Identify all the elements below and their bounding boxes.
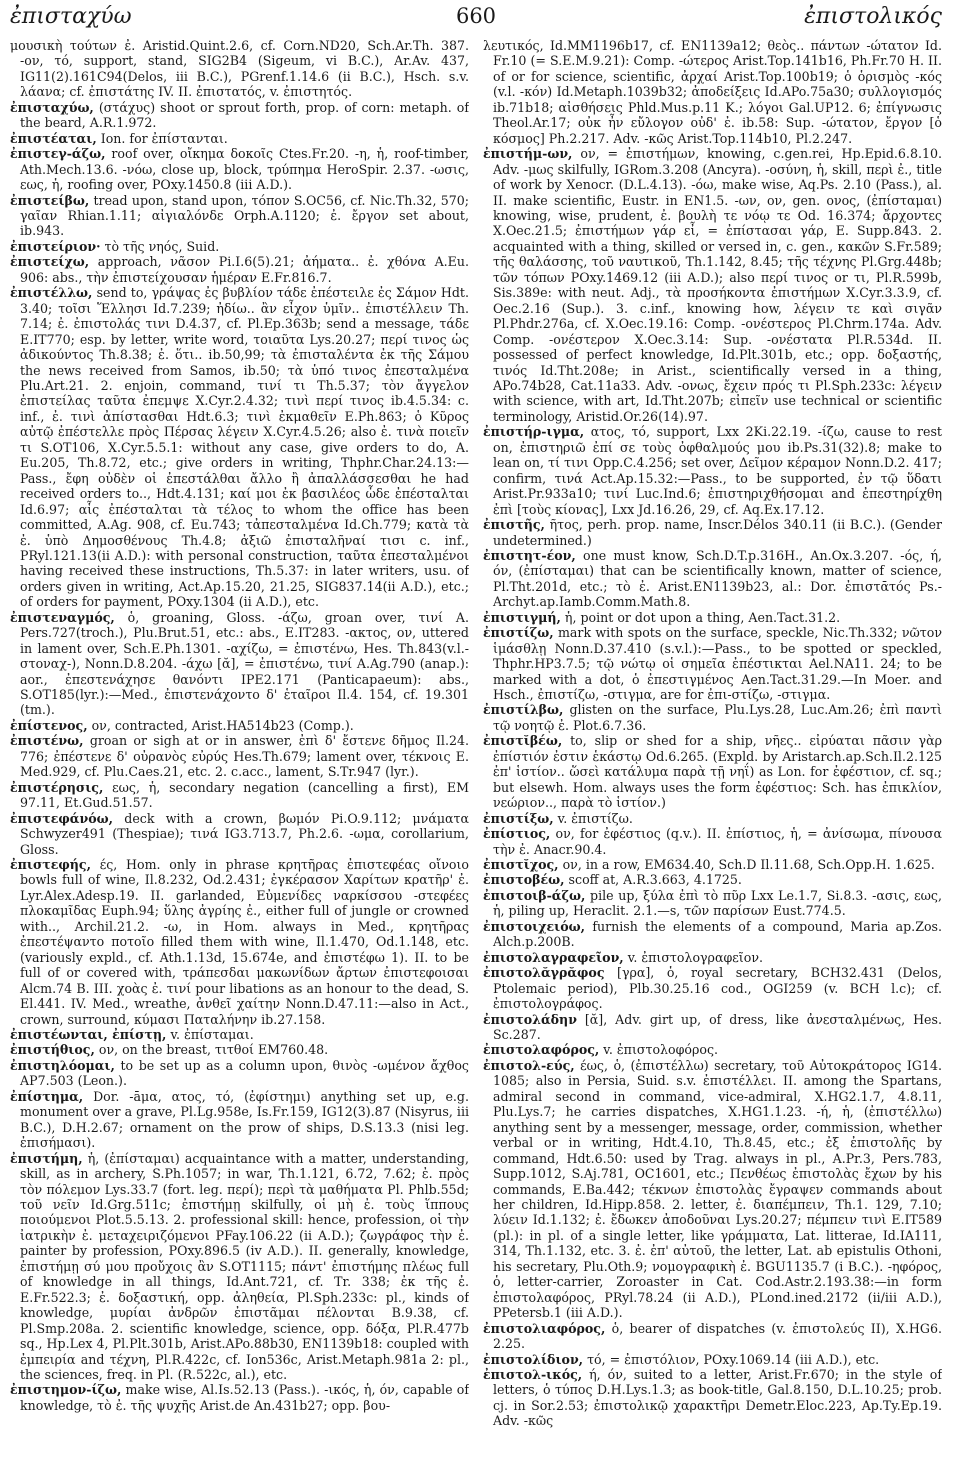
entry-text: to be set up as a column upon, θινὸς -ωμένον ἄχθος AP7.503 (Leon.).: [20, 1057, 469, 1089]
entry-text: Dor. -āμα, ατος, τό, (ἐφίστημι) anything set up, e.g. monument over a grave, Pl.Lg.958e, Is.Fr.159, IG12(3).87 (Nisyrus, iii B.C.), D.H.2.67; ornament on the prow of ships, D.S.13.3 (nisi leg. ἐπισήμασι).: [20, 1088, 469, 1151]
entry-text: ον, in a row, EM634.40, Sch.D Il.11.68, Sch.Opp.H. 1.625.: [562, 857, 935, 873]
dictionary-entry: [483, 1367, 942, 1429]
entry-headword: ἐπιστήρ-ιγμα,: [483, 424, 585, 440]
entry-headword: ἐπιστηλόομαι,: [10, 1057, 115, 1073]
dictionary-entry: [483, 1012, 942, 1043]
entry-headword: ἐπιστολ-ικός,: [483, 1366, 583, 1382]
entry-headword: ἐπιστοιβ-άζω,: [483, 887, 586, 903]
entry-text: v. ἐπίσταμαι.: [170, 1027, 254, 1042]
dictionary-entry: [10, 131, 469, 146]
entry-text: ῆτος, perh. prop. name, Inscr.Délos 340.11 (ii B.C.). (Gender undetermined.): [493, 517, 942, 548]
entry-text: ές, Hom. only in phrase κρητῆρας ἐπιστεφέας οἴνοιο bowls full of wine, Il.8.232, Od.2.431; ἐγκέρασον Χαρίτων κρατῆρ' ἐ. Lyr.Alex.Adesp.19. II. garlanded, Εὐμενίδες ναρκίσσου -στεφέες πλοκαμῖδας Euph.94; ὕλης ἀγρίης ἐ., either full of jungle or crowned with.., Archil.21.2. -ω, in Hom. always in Med., κρητῆρας ἐπεστέψαντο ποτοῖο filled them with wine, Il.1.470, Od.1.148, etc. (variously expld., cf. Ath.1.13d, 15.674e, and ἐπιστέφω 1). II. to be full of or covered with, τράπεσδαι μακωνίδων ἄρτων ἐπιστεφοισαι Alcm.74 B. III. χοὰς ἐ. τινί pour libations as an honour to the dead, S. El.441. IV. Med., wreathe, ἀνθεῖ χαίτην Nonn.D.47.11:—also in Act., crown, surround, κύμασι Παταλήνην ib.27.158.: [20, 857, 469, 1027]
dictionary-entry: [10, 780, 469, 811]
dictionary-entry: [10, 1382, 469, 1413]
entry-text: ον, for ἐφέστιος (q.v.). II. ἐπίστιος, ἡ, = ἀνίσωμα, πίνουσα τὴν ἐ. Anacr.90.4.: [493, 826, 942, 857]
entry-text: furnish the elements of a compound, Maria ap.Zos. Alch.p.200B.: [493, 918, 942, 950]
entry-headword: ἐπιστήμη,: [10, 1150, 83, 1166]
dictionary-entry: [483, 1321, 942, 1352]
dictionary-entry: [483, 38, 942, 146]
entry-headword: ἐπιστίξω,: [483, 810, 554, 826]
entry-headword: ἐπιστίλβω,: [483, 702, 564, 718]
entry-headword: ἐπιστολίδιον,: [483, 1351, 584, 1367]
entry-text: scoff at, A.R.3.663, 4.1725.: [568, 872, 742, 888]
entry-headword: ἐπιστῆς,: [483, 517, 545, 533]
entry-headword: ἐπιστεγ-άζω,: [10, 146, 106, 162]
entry-headword: ἐπιστείβω,: [10, 192, 90, 208]
dictionary-entry: [483, 826, 942, 857]
entry-text: v. ἐπιστίζω.: [557, 810, 633, 826]
entry-headword: ἐπιστητ-έον,: [483, 547, 576, 563]
dictionary-entry: [10, 610, 469, 718]
entry-headword: ἐπισταχύω,: [10, 99, 94, 115]
dictionary-entry: [483, 857, 942, 872]
entry-headword: ἐπιστέωνται, ἐπίστῃ,: [10, 1027, 167, 1042]
entry-headword: ἐπίστιος,: [483, 826, 551, 842]
entry-headword: ἐπιστήμ-ων,: [483, 146, 573, 162]
entry-text: mark with spots on the surface, speckle, Nic.Th.332; νῶτον ἱμάσθλῃ Nonn.D.37.410 (s.v.l.):—Pass., to be spotted or speckled, Thphr.HP3.7.5; τῷ νώτῳ οἱ σημεῖα ἐπέστικται Ael.NA11. 24; to be marked with a dot, ὁ ἐπεστιγμένος Aen.Tact.31.29.—In Moer. and Hsch., ἐπιστίζω, -στιγμα, are for ἐπι-στίζω, -στιγμα.: [493, 625, 942, 703]
entry-headword: ἐπιστέλλω,: [10, 285, 93, 301]
dictionary-entry: [10, 1058, 469, 1089]
dictionary-entry: [10, 1027, 469, 1042]
entry-headword: ἐπιστολιαφόρος,: [483, 1320, 606, 1336]
entry-text: [γρα], ὁ, royal secretary, BCH32.431 (Delos, Ptolemaic period), Plb.30.25.16 cod., OGI259 (v. BCH l.c); cf. ἐπιστολογράφος.: [493, 965, 942, 1012]
entry-text: send to, γράψας ἐς βυβλίον τάδε ἐπέστειλε ἐς Σάμον Hdt. 3.40; τοῖσι Ἕλλησι Id.7.239; ἠδίω.. ἂν εἶχον ὑμῖν.. ἐπιστέλλειν Th. 7.14; ἐ. ἐπιστολάς τινι D.4.37, cf. Pl.Ep.363b; send a message, τάδε E.IT770; esp. by letter, write word, τοιαῦτα Lys.20.27; περί τινος ὡς ἀδικούντος Th.8.38; ἐ. ὅτι.. ib.50,99; τὰ ἐπισταλέντα ἐκ τῆς Σάμου the news received from Samos, ib.50; τὰ ὑπό τινος ἐπεσταλμένα Plu.Art.21. 2. enjoin, command, τινί τι Th.5.37; τὸν ἄγγελον ἐπιστείλας ταῦτα ἐπεμψε X.Cyr.2.4.32; τινὶ περί τινος ib.4.5.34: c. inf., ἐ. τινὶ ἀπίστασθαι Hdt.6.3; τινὶ ἐκμαθεῖν E.Ph.863; ὁ Κῦρος αὐτῷ ἐπέστελλε πρὸς Πέρσας λέγειν X.Cyr.4.5.26; also ἐ. τινὰ ποιεῖν τι S.OT106, X.Cyr.5.5.1: without any case, give orders to do, A. Eu.205, Th.8.72, etc.; give orders in writing, Thphr.Char.24.13:— Pass., ἔφη οὐδὲν οἱ ἐπεστάλθαι ἄλλο ἢ ἀπαλλάσσεσθαι he had received orders to.., Hdt.4.131; καί μοι ἐκ βασιλέος ὧδε ἐπέσταλται Id.6.97; αἷς ἐπέσταλται τὰ τέλος to whom the office has been committed, A.Ag. 908, cf. Eu.743; τἀπεσταλμένα Id.Ch.779; κατὰ τὰ ἐ. ὑπὸ Δημοσθένους Th.4.8; ἀξιῶ ἐπισταλῆναί τισι c. inf., PRyl.121.13(ii A.D.): with personal construction, ταῦτα ἐπεσταλμένοι having received these instructions, Th.5.37: in later writers, usu. of orders given in writing, Act.Ap.15.20, 21.25, SIG837.14(ii A.D.), etc.; of orders for payment, POxy.1304 (ii A.D.), etc.: [20, 285, 469, 610]
entry-headword: ἐπιστεφάνόω,: [10, 810, 113, 826]
dictionary-entry: [483, 702, 942, 733]
entry-headword: ἐπιστίζω,: [483, 625, 554, 641]
entry-headword: ἐπιστέρησις,: [10, 779, 104, 795]
dictionary-entry: [483, 1352, 942, 1367]
dictionary-entry: [10, 38, 469, 100]
dictionary-entry: [10, 1151, 469, 1383]
entry-text: ἡ, point or dot upon a thing, Aen.Tact.31.2.: [564, 609, 841, 625]
dictionary-entry: [483, 146, 942, 424]
dictionary-entry: [10, 146, 469, 192]
entry-text: deck with a crown, βωμόν Pi.O.9.112; μνάματα Schwyzer491 (Thespiae); τινά IG3.713.7, Ph.2.6. -ωμα, corollarium, Gloss.: [20, 810, 469, 857]
entry-headword: ἐπίστενος,: [10, 717, 88, 733]
dictionary-entry: [10, 254, 469, 285]
dictionary-entry: [483, 888, 942, 919]
dictionary-entry: [483, 1058, 942, 1321]
text-columns: [10, 38, 942, 1461]
dictionary-entry: [483, 950, 942, 965]
entry-headword: ἐπιστημον-ίζω,: [10, 1382, 122, 1398]
dictionary-entry: [483, 424, 942, 517]
entry-text: v. ἐπιστολογραφεῖον.: [627, 949, 763, 965]
dictionary-entry: [10, 1089, 469, 1151]
dictionary-entry: [10, 718, 469, 733]
entry-headword: ἐπίστημα,: [10, 1088, 84, 1104]
entry-text: make wise, Al.Is.52.13 (Pass.). -ικός, ἡ, όν, capable of knowledge, τὸ ἐ. τῆς ψυχῆς Arist.de An.431b27; opp. βου-: [20, 1382, 469, 1413]
dictionary-entry: [483, 919, 942, 950]
entry-text: έως, ὁ, (ἐπιστέλλω) secretary, τοῦ Αὐτοκράτορος IG14. 1085; also in Persia, Suid. s.v. ἐπιστέλλει. II. among the Spartans, admiral second in command, vice-admiral, X.HG2.1.7, 4.8.11, Plu.Lys.7; he carries dispatches, X.HG1.1.23. -ή, ἡ, (ἐπιστέλλω) anything sent by a messenger, message, order, commission, whether verbal or in writing, Hdt.4.10, Th.8.45, etc.; ἐξ ἐπιστολῆς by command, Hdt.6.50: used by Trag. always in pl., A.Pr.3, Pers.783, Supp.1012, S.Aj.781, OC1601, etc.; Πενθέως ἐπιστολὰς ἔχων by his commands, E.Ba.442; τέκνων ἐπιστολὰς ἔγραψεν commands about her children, Id.Hipp.858. 2. letter, ἐ. διαπέμπειν, Th.1. 129, 7.10; λύειν Id.1.132; ἐ. ἔδωκεν ἀποδοῦναι Lys.20.27; πέμπειν τινὶ E.IT589 (pl.): in pl. of a single letter, like γράμματα, Lat. litterae, Id.IA111, 314, Th.1.132, etc. 3. ἐ. ἐπ' αὐτοῦ, the letter, Lat. ab epistulis Othoni, his secretary, Plu.Oth.9; νομογραφικὴ ἐ. BGU1135.7 (i B.C.). -ηφόρος, ὁ, letter-carrier, Zoroaster in Cat. Cod.Astr.2.193.38:—in form ἐπιστολαφόρος, PRyl.78.24 (ii A.D.), PLond.ined.2172 (ii/iii A.D.), PPetersb.1 (iii A.D.).: [493, 1057, 942, 1321]
entry-headword: ἐπιστείχω,: [10, 254, 90, 270]
dictionary-entry: [10, 100, 469, 131]
dictionary-entry: [10, 733, 469, 779]
entry-headword: ἐπιστολάδην: [483, 1011, 577, 1027]
entry-text: tread upon, stand upon, τόπον S.OC56, cf. Nic.Th.32, 570; γαῖαν Rhian.1.11; αἰγιαλόνδε Orph.A.1120; ἐ. ἔργον set about, ib.943.: [20, 192, 469, 239]
entry-headword: ἐπιστοβέω,: [483, 872, 565, 888]
entry-text: glisten on the surface, Plu.Lys.28, Luc.Am.26; ἐπὶ παντὶ τῷ νοητῷ ἐ. Plot.6.7.36.: [493, 702, 942, 733]
entry-text: ὁ, groaning, Gloss. -άζω, groan over, τινί A. Pers.727(troch.), Plu.Brut.51, etc.: abs., E.IT283. -ακτος, ον, uttered in lament over, Sch.E.Ph.1301. -αχίζω, = ἐπιστένω, Hes. Th.843(v.l.-στοναχ-), Nonn.D.8.204. -άχω [ᾰ], = ἐπιστένω, τινί A.Ag.790 (anap.): aor., ἐπεστενάχησε θανόντι IPE2.171 (Panticapaeum): abs., S.OT185(lyr.):—Med., ἐπιστενάχοντο δ' ἑταῖροι Il.4. 154, cf. 19.301 (tm.).: [20, 609, 469, 718]
left-guide-word: ἐπισταχύω: [10, 4, 132, 29]
entry-text: εως, ἡ, secondary negation (cancelling a first), EM 97.11, Et.Gud.51.57.: [20, 779, 469, 811]
dictionary-entry: [10, 811, 469, 857]
entry-text: groan or sigh at or in answer, ἐπὶ δ' ἔστενε δῆμος Il.24. 776; ἐπέστενε δ' οὐρανὸς εὐρύς Hes.Th.679; lament over, τέκνοις E. Med.929, cf. Plu.Caes.21, etc. 2. c.acc., lament, S.Tr.947 (lyr.).: [20, 733, 469, 780]
entry-text: ή, όν, suited to a letter, Arist.Fr.670; in the style of letters, ὁ τύπος D.H.Lys.1.3; as book-title, Gal.8.150, D.L.10.25; prob. cj. in Sor.2.53; ἐπιστολικῷ χαρακτῆρι Demetr.Eloc.223, Ap.Ty.Ep.19. Adv. -κῶς: [493, 1366, 942, 1429]
entry-text: μουσικὴ τούτων ἐ. Aristid.Quint.2.6, cf. Corn.ND20, Sch.Ar.Th. 387. -ον, τό, support, stand, SIG2B4 (Sigeum, vi B.C.), Ar.Av. 437, IG11(2).161C94(Delos, iii B.C.), PGrenf.1.14.6 (ii B.C.), Hsch. s.v. λάανα; cf. ἐπιστάτης IV. II. ἐπιστατός, v. ἐπιστητός.: [10, 38, 469, 100]
entry-text: ον, on the breast, τιτθοί EM760.48.: [98, 1042, 329, 1058]
entry-text: λευτικός, Id.MM1196b17, cf. EN1139a12; θεὸς.. πάντων -ώτατον Id. Fr.10 (= S.E.M.9.21): Comp. -ώτερος Arist.Top.141b16, Ph.Fr.70 H. II. of or for science, scientific, ἀρχαί Arist.Top.100b19; ὁ ὁρισμὸς -κός (v.l. -κόν) Id.Metaph.1039b32; ἀποδείξεις Id.APo.75a30; συλλογισμός ib.71b18; αἰσθήσεις Phld.Mus.p.11 K.; λόγοι Gal.UP12. 6; ἐπίγνωσις Theol.Ar.17; οὐκ ἦν εὔλογον οὐδ' ἐ. ib.58: Sup. -ώτατον, ἔργον [ὁ κόσμος] Ph.2.217. Adv. -κῶς Arist.Top.114b10, Pl.2.247.: [483, 38, 942, 146]
entry-text: ατος, τό, support, Lxx 2Ki.22.19. -ίζω, cause to rest on, ἐπιστηριῶ ἐπί σε τοὺς ὀφθαλμούς μου ib.Ps.31(32).8; make to lean on, τί τινι Opp.C.4.256; set over, Δεῖμον κέραμον Nonn.D.2. 417; confirm, τινά Act.Ap.15.32:—Pass., to be supported, ἐν τῷ ὕδατι Arist.Pr.933a10; τινί Luc.Ind.6; ἐπιστηριχθήσομαι and ἐπεστηρίχθη ἐπὶ [τοὺς κίονας], Lxx Jd.16.26, 29, cf. Aq.Ex.17.12.: [493, 424, 942, 517]
dictionary-entry: [10, 193, 469, 239]
entry-headword: ἐπιστέαται,: [10, 130, 97, 146]
dictionary-entry: [483, 517, 942, 548]
entry-text: [ᾰ], Adv. girt up, of dress, like ἀνεσταλμένως, Hes. Sc.287.: [493, 1011, 942, 1042]
entry-text: roof over, οἴκημα δοκοῖς Ctes.Fr.20. -η, ἡ, roof-timber, Ath.Mech.13.6. -νόω, close up, block, τρύπημα HeroSpir. 2.37. -ωσις, εως, ἡ, roofing over, POxy.1450.8 (iii A.D.).: [20, 146, 469, 193]
dictionary-entry: [483, 811, 942, 826]
right-guide-word: ἐπιστολικός: [804, 4, 942, 29]
entry-text: ον, contracted, Arist.HA514b23 (Comp.).: [91, 717, 354, 733]
entry-text: to, slip or shed for a ship, νῆες.. εἰρύαται πᾶσιν γὰρ ἐπίστιόν ἐστιν ἑκάστῳ Od.6.265. (Expld. by Aristarch.ap.Sch.Il.2.125 ἐπ' ἱστίον.. ὥσεὶ κατάλυμα παρὰ τῇ νηΐ) as Lon. for ἐφέστιον, cf. sq.; but elsewh. Hom. always uses the form ἐφέστιος: Sch. has ἐπικλίον, νεώριον.., παρὰ τὸ ἱστίον.): [493, 733, 942, 811]
entry-headword: ἐπιστοιχειόω,: [483, 918, 586, 934]
entry-text: Ion. for ἐπίστανται.: [100, 130, 228, 146]
entry-headword: ἐπιστιγμή,: [483, 609, 561, 625]
entry-text: τὸ τῆς νηός, Suid.: [104, 238, 220, 254]
entry-text: ον, = ἐπιστήμων, knowing, c.gen.rei, Hp.Epid.6.8.10. Adv. -μως skilfully, IGRom.3.208 (Ancyra). -οσύνη, ἡ, skill, περὶ ἐ., title of work by Xenocr. (D.L.4.13). -όω, make wise, Aq.Ps. 2.10 (Pass.), al. II. make scientific, Eustr. in EN1.5. -ων, ον, gen. ονος, (ἐπίσταμαι) knowing, wise, prudent, ἐ. βουλὴ τε νόῳ τε Od. 16.374; ἄρχοντες X.Oec.21.5; ἐπιστήμων γάρ εἶ, = ἐπίστασαι γάρ, E. Supp.843. 2. acquainted with a thing, skilled or versed in, c. gen., κακῶν S.Fr.589; τῆς θαλάσσης, τοῦ ναυτικοῦ, Th.1.142, 8.45; τῆς τέχνης Pl.Grg.448b; τῶν τόπων POxy.1469.12 (iii A.D.); also περί τινος or τι, Pl.R.599b, Sis.389e: with neut. Adj., τὰ προσήκοντα ἐπιστήμων X.Cyr.3.3.9, cf. Oec.2.16 (Sup.). 3. c.inf., knowing how, λέγειν τε καὶ σιγᾶν Pl.Phdr.276a, cf. X.Oec.19.16: Comp. -ονέστερος Pl.Chrm.174a. Adv. Comp. -ονέστερον X.Oec.3.14: Sup. -ονέστατα Pl.R.534d. II. possessed of perfect knowledge, Id.Plt.301b, etc.; opp. δοξαστής, τινός Id.Tht.208e; in Arist., scientifically versed in a thing, APo.74b28, Cat.11a33. Adv. -ονως, ἔχειν πρός τι Pl.Sph.233c: λέγειν with science, with art, Id.Tht.207b; εἰπεῖν use technical or scientific terminology, Aristid.Or.26(14).97.: [493, 146, 942, 424]
entry-text: one must know, Sch.D.T.p.316H., An.Ox.3.207. -ός, ή, όν, (ἐπίσταμαι) that can be scientifically known, matter of science, Pl.Tht.201d, etc.; τὸ ἐ. Arist.EN1139b23, al.: Dor. ἐπιστᾱτός Ps.-Archyt.ap.Iamb.Comm.Math.8.: [493, 547, 942, 610]
entry-headword: ἐπιστεφής,: [10, 857, 91, 873]
entry-headword: ἐπιστολ-εύς,: [483, 1057, 575, 1073]
entry-text: v. ἐπιστολοφόρος.: [603, 1042, 719, 1058]
dictionary-entry: [483, 610, 942, 625]
page-number: 660: [455, 4, 497, 28]
entry-headword: ἐπιστολαγραφεῖον,: [483, 949, 624, 965]
dictionary-entry: [10, 857, 469, 1027]
dictionary-entry: [10, 239, 469, 254]
entry-headword: ἐπιστένω,: [10, 733, 84, 749]
dictionary-entry: [10, 1042, 469, 1057]
entry-headword: ἐπιστολαφόρος,: [483, 1042, 600, 1058]
entry-text: τό, = ἐπιστόλιον, POxy.1069.14 (iii A.D.), etc.: [587, 1351, 880, 1367]
dictionary-entry: [483, 965, 942, 1011]
running-head: [10, 0, 942, 34]
entry-headword: ἐπιστολᾰγρᾰφος: [483, 965, 605, 981]
entry-headword: ἐπιστῐχος,: [483, 857, 559, 873]
entry-text: ὁ, bearer of dispatches (v. ἐπιστολεύς II), X.HG6. 2.25.: [493, 1320, 942, 1352]
entry-text: (στάχυς) shoot or sprout forth, prop. of corn: metaph. of the beard, A.R.1.972.: [20, 99, 469, 131]
entry-headword: ἐπιστείριον·: [10, 238, 101, 254]
entry-headword: ἐπιστεναγμός,: [10, 609, 115, 625]
dictionary-entry: [483, 1042, 942, 1057]
entry-headword: ἐπιστήθιος,: [10, 1042, 95, 1058]
dictionary-entry: [483, 733, 942, 810]
dictionary-entry: [10, 285, 469, 610]
entry-text: ἡ, (ἐπίσταμαι) acquaintance with a matter, understanding, skill, as in archery, S.Ph.1057; in war, Th.1.121, 6.72, 7.62; ἐ. πρὸς τὸν πόλεμον Lys.33.7 (fort. leg. περί); περὶ τὰ μαθήματα Pl. Phlb.55d; τοῦ νεῖν Id.Grg.511c; ἐπιστήμῃ skilfully, οἱ μὴ ἐ. τοὺς ἵππους ποιούμενοι Plot.5.5.13. 2. professional skill: hence, profession, οἱ τὴν ἰατρικὴν ἐ. μεταχειριζόμενοι PFay.106.22 (ii A.D.); ζωγράφος τὴν ἐ. painter by profession, POxy.896.5 (iv A.D.). II. generally, knowledge, ἐπιστήμῃ σύ μου προὔχοις ἂν S.OT1115; πάντ' ἐπιστήμης πλέως full of knowledge in all things, Id.Ant.721, cf. Tr. 338; ἐκ τῆς ἐ. E.Fr.522.3; ἐ. δοξαστική, opp. ἀληθεία, Pl.Sph.233c: pl., kinds of knowledge, μυρίαι ἀνδρῶν ἐπιστᾶμαι πέλονται B.9.38, cf. Pl.Smp.208a. 2. scientific knowledge, science, opp. δόξα, Pl.R.477b sq., Hp.Lex 4, Pl.Plt.301b, Arist.APo.88b30, EN1139b18: coupled with ἐμπειρία and τέχνη, Pl.R.422c, cf. Ion536c, Arist.Metaph.981a 2: pl., the sciences, freq. in Pl. (R.522c, al.), etc.: [20, 1150, 469, 1382]
dictionary-entry: [483, 548, 942, 610]
dictionary-entry: [483, 625, 942, 702]
entry-text: pile up, ξύλα ἐπὶ τὸ πῦρ Lxx Le.1.7, Si.8.3. -ασις, εως, ἡ, piling up, Heraclit. 2.1.—s, τῶν παρίσων Eust.774.5.: [493, 887, 942, 919]
dictionary-entry: [483, 872, 942, 887]
right-column: [483, 38, 942, 1461]
entry-text: approach, νᾶσον Pi.I.6(5).21; ἀήματα.. ἐ. χθόνα A.Eu. 906: abs., τὴν ἐπιστείχουσαν ἡμέραν E.Fr.816.7.: [20, 254, 469, 285]
entry-headword: ἐπιστῐβέω,: [483, 733, 563, 749]
left-column: [10, 38, 469, 1461]
